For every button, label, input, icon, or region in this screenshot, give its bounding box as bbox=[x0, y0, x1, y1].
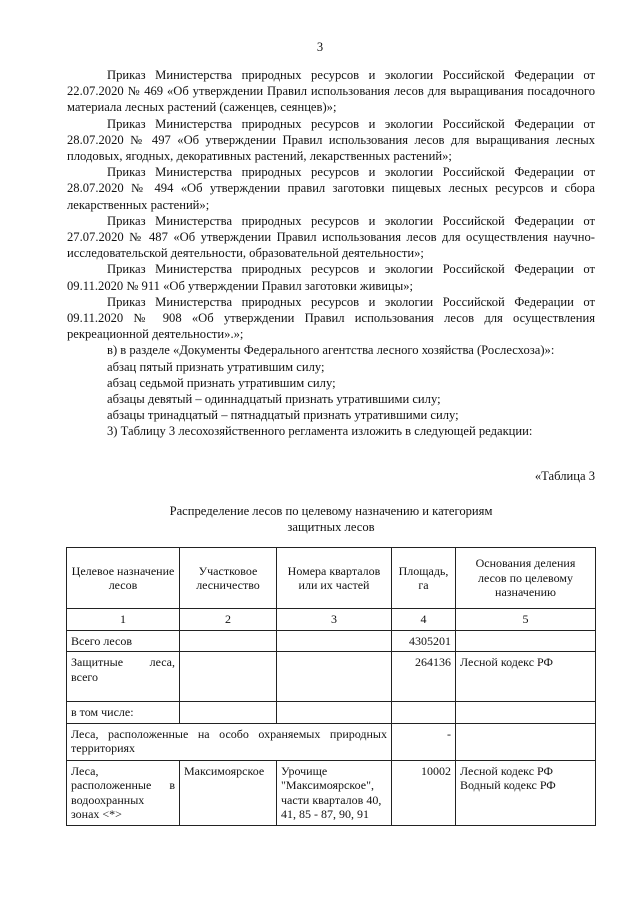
table-row bbox=[67, 723, 596, 760]
row-basis bbox=[456, 723, 596, 760]
row-quarters bbox=[277, 702, 392, 724]
table-row bbox=[67, 760, 596, 825]
header-quarters: Номера кварталов или их частей bbox=[277, 548, 392, 609]
row-forestry: Максимоярское bbox=[180, 760, 277, 825]
row-area bbox=[392, 702, 456, 724]
col-number: 2 bbox=[180, 609, 277, 631]
table-title bbox=[67, 503, 595, 535]
row-forestry bbox=[180, 652, 277, 702]
header-purpose: Целевое назначение лесов bbox=[67, 548, 180, 609]
paragraph-abzac-5: абзац пятый признать утратившим силу; bbox=[107, 359, 325, 374]
page-number: 3 bbox=[316, 40, 324, 54]
table-row bbox=[67, 652, 596, 702]
row-area: 264136 bbox=[392, 652, 456, 702]
col-number: 1 bbox=[67, 609, 180, 631]
row-quarters bbox=[277, 652, 392, 702]
forest-distribution-table bbox=[66, 547, 596, 826]
row-forestry bbox=[180, 630, 277, 652]
row-area: - bbox=[392, 723, 456, 760]
row-quarters bbox=[277, 630, 392, 652]
paragraph-abzac-13-15: абзацы тринадцатый – пятнадцатый признать утратившими силу; bbox=[107, 408, 459, 423]
header-area: Площадь, га bbox=[392, 548, 456, 609]
col-number: 3 bbox=[277, 609, 392, 631]
paragraph-section-v: в) в разделе «Документы Федерального агентства лесного хозяйства (Рослесхоза)»: bbox=[107, 343, 555, 358]
table-row bbox=[67, 630, 596, 652]
col-number: 5 bbox=[456, 609, 596, 631]
row-area: 4305201 bbox=[392, 630, 456, 652]
paragraph-order-497: Приказ Министерства природных ресурсов и экологии Российской Федерации от 28.07.2020 № 497 «Об утверждении Правил использования лесов для выращивания лесных плодовых, ягодных, декоративных растений, лекарственных растений»; bbox=[67, 116, 595, 164]
paragraph-abzac-7: абзац седьмой признать утратившим силу; bbox=[107, 375, 336, 390]
paragraph-order-487: Приказ Министерства природных ресурсов и экологии Российской Федерации от 27.07.2020 № 487 «Об утверждении Правил использования лесов для осуществления научно-исследовательской деятельности, образовательной деятельности»; bbox=[67, 213, 595, 261]
paragraph-order-908: Приказ Министерства природных ресурсов и экологии Российской Федерации от 09.11.2020 № 908 «Об утверждении Правил использования лесов для осуществления рекреационной деятельности».»; bbox=[67, 294, 595, 342]
row-basis: Лесной кодекс РФ bbox=[456, 652, 596, 702]
row-quarters: Урочище "Максимоярское", части кварталов 40, 41, 85 - 87, 90, 91 bbox=[277, 760, 392, 825]
row-basis bbox=[456, 702, 596, 724]
table-title-line1: Распределение лесов по целевому назначению и категориям bbox=[169, 504, 493, 518]
row-basis bbox=[456, 760, 596, 825]
row-basis bbox=[456, 630, 596, 652]
table-row bbox=[67, 702, 596, 724]
row-forestry bbox=[180, 702, 277, 724]
table-label: «Таблица 3 bbox=[534, 469, 595, 483]
col-number: 4 bbox=[392, 609, 456, 631]
column-number-row bbox=[67, 609, 596, 631]
header-basis: Основания деления лесов по целевому назначению bbox=[456, 548, 596, 609]
row-purpose: Леса, расположенные на особо охраняемых природных территориях bbox=[67, 723, 392, 760]
basis-line: Водный кодекс РФ bbox=[460, 778, 556, 792]
paragraph-abzac-9-11: абзацы девятый – одиннадцатый признать утратившими силу; bbox=[107, 392, 441, 407]
paragraph-order-911: Приказ Министерства природных ресурсов и экологии Российской Федерации от 09.11.2020 № 911 «Об утверждении Правил заготовки живицы»; bbox=[67, 262, 595, 293]
table-title-line2: защитных лесов bbox=[287, 520, 375, 535]
header-forestry: Участковое лесничество bbox=[180, 548, 277, 609]
row-purpose: в том числе: bbox=[67, 702, 180, 724]
paragraph-table3: 3) Таблицу 3 лесохозяйственного регламента изложить в следующей редакции: bbox=[107, 424, 533, 439]
document-body bbox=[67, 67, 595, 440]
basis-line: Лесной кодекс РФ bbox=[460, 763, 553, 778]
row-purpose: Защитные леса, всего bbox=[67, 652, 180, 702]
row-purpose: Всего лесов bbox=[67, 630, 180, 652]
row-purpose: Леса, расположенные в водоохранных зонах <*> bbox=[67, 760, 180, 825]
row-area: 10002 bbox=[392, 760, 456, 825]
table-header-row bbox=[67, 548, 596, 609]
paragraph-order-469: Приказ Министерства природных ресурсов и экологии Российской Федерации от 22.07.2020 № 469 «Об утверждении Правил использования лесов для выращивания посадочного материала лесных растений (саженцев, сеянцев)»; bbox=[67, 68, 595, 115]
paragraph-order-494: Приказ Министерства природных ресурсов и экологии Российской Федерации от 28.07.2020 № 494 «Об утверждении правил заготовки пищевых лесных ресурсов и сбора лекарственных растений»; bbox=[67, 165, 595, 212]
